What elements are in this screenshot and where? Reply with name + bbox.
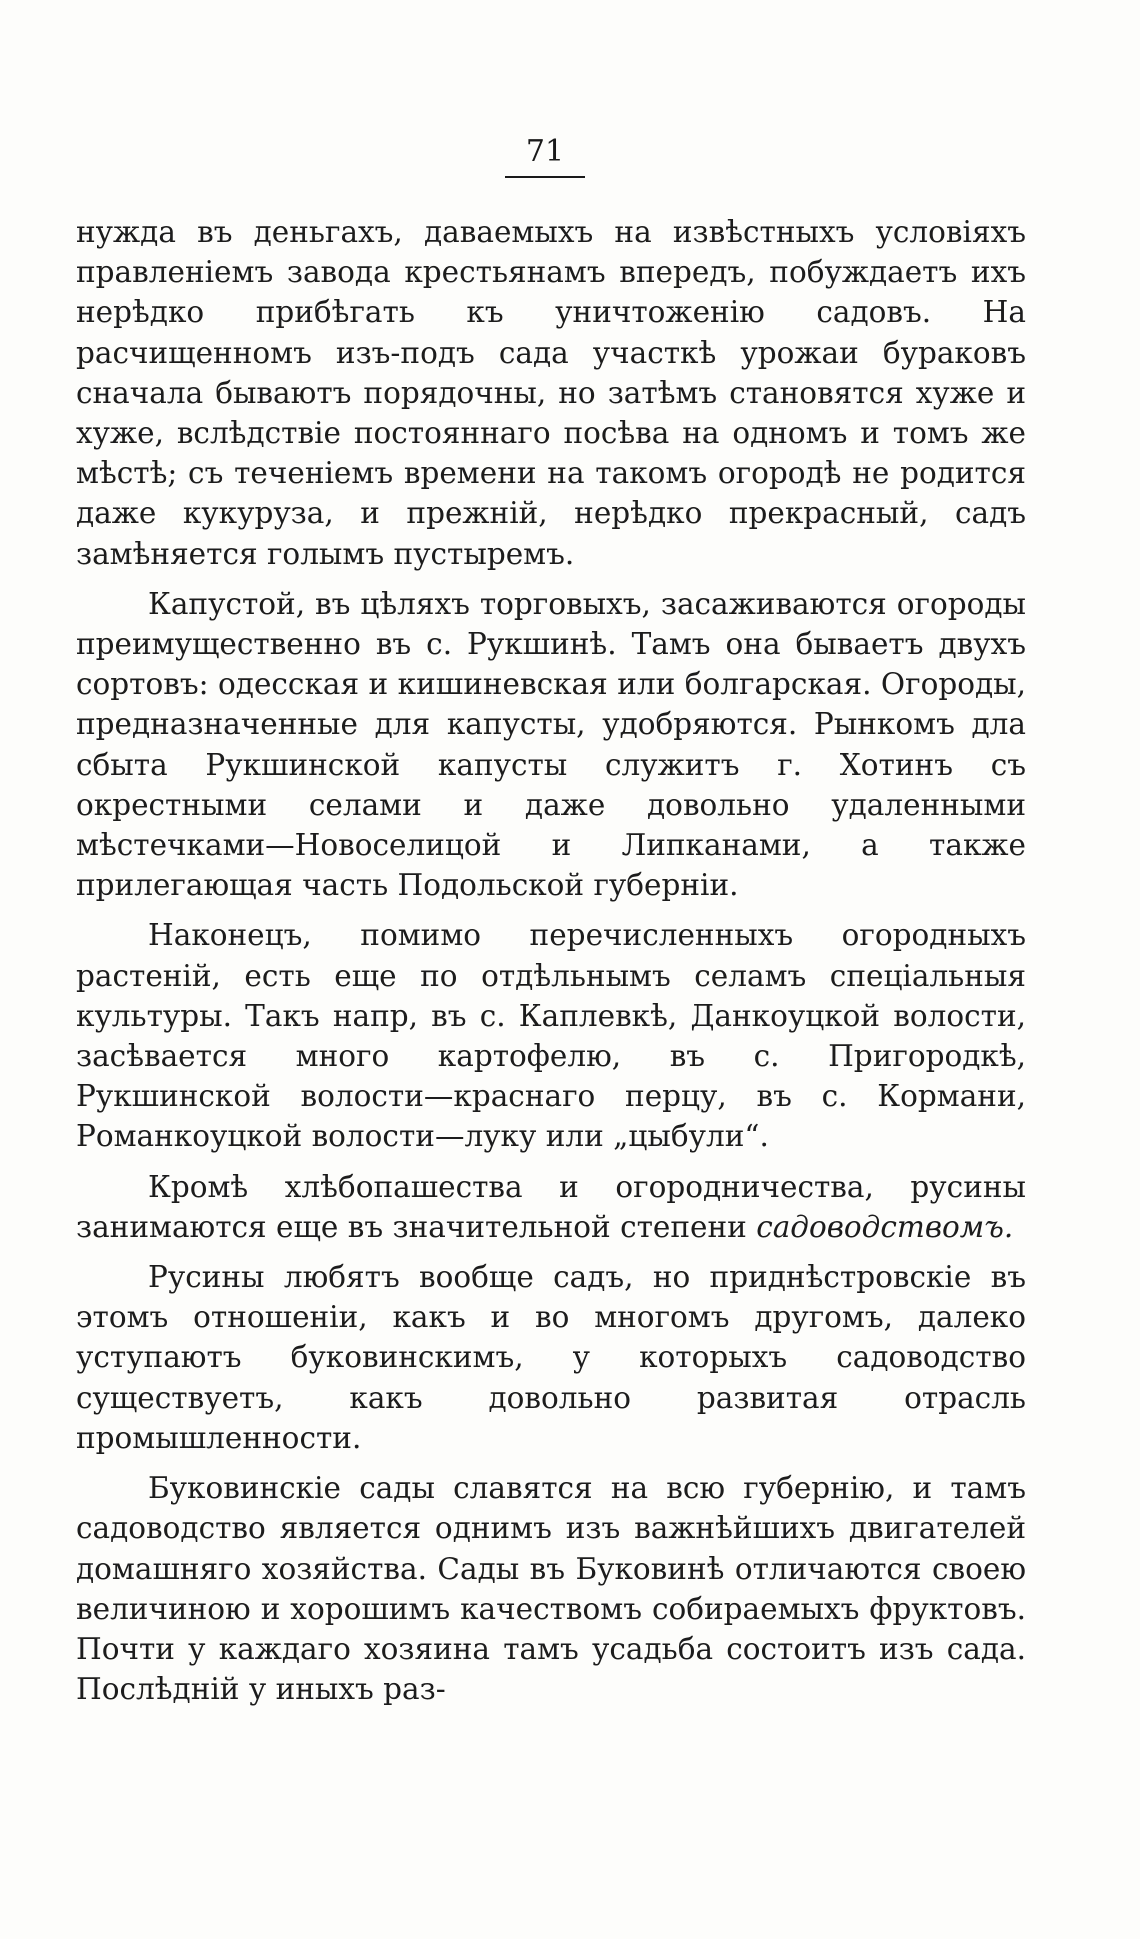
paragraph-2: Капустой, въ цѣляхъ торговыхъ, засаживаются огороды преимущественно въ с. Рукшинѣ. Тамъ она бываетъ двухъ сортовъ: одесская и кишиневская или болгарская. Огороды, предназначенные для капусты, удобряются. Рынкомъ дла сбыта Рукшинской капусты служитъ г. Хотинъ съ окрестными селами и даже довольно удаленными мѣстечками—Новоселицой и Липканами, а также прилегающая часть Подольской губерніи.: [76, 586, 1026, 903]
paragraph-5: Русины любятъ вообще садъ, но приднѣстровскіе въ этомъ отношеніи, какъ и во многомъ другомъ, далеко уступаютъ буковинскимъ, у которыхъ садоводство существуетъ, какъ довольно развитая отрасль промышленности.: [76, 1260, 1026, 1455]
body-text: [76, 212, 1026, 1709]
paragraph-4-emphasis: садоводствомъ.: [756, 1209, 1014, 1244]
page-number: 71: [505, 132, 585, 178]
paragraph-4: [76, 1167, 1026, 1247]
paragraph-4-text: Кромѣ хлѣбопашества и огородничества, русины занимаются еще въ значительной степени: [76, 1169, 1026, 1244]
paragraph-3: Наконецъ, помимо перечисленныхъ огородныхъ растеній, есть еще по отдѣльнымъ селамъ спеціальныя культуры. Такъ напр, въ с. Каплевкѣ, Данкоуцкой волости, засѣвается много картофелю, въ с. Пригородкѣ, Рукшинской волости—краснаго перцу, въ с. Кормани, Романкоуцкой волости—луку или „цыбули“.: [76, 918, 1026, 1154]
paragraph-1: нужда въ деньгахъ, даваемыхъ на извѣстныхъ условіяхъ правленіемъ завода крестьянамъ впередъ, побуждаетъ ихъ нерѣдко прибѣгать къ уничтоженію садовъ. На расчищенномъ изъ-подъ сада участкѣ урожаи бураковъ сначала бываютъ порядочны, но затѣмъ становятся хуже и хуже, вслѣдствіе постояннаго посѣва на одномъ и томъ же мѣстѣ; съ теченіемъ времени на такомъ огородѣ не родится даже кукуруза, и прежній, нерѣдко прекрасный, садъ замѣняется голымъ пустыремъ.: [76, 215, 1026, 571]
paragraph-6: Буковинскіе сады славятся на всю губернію, и тамъ садоводство является однимъ изъ важнѣйшихъ двигателей домашняго хозяйства. Сады въ Буковинѣ отличаются своею величиною и хорошимъ качествомъ собираемыхъ фруктовъ. Почти у каждаго хозяина тамъ усадьба состоитъ изъ сада. Послѣдній у иныхъ раз-: [76, 1471, 1026, 1707]
